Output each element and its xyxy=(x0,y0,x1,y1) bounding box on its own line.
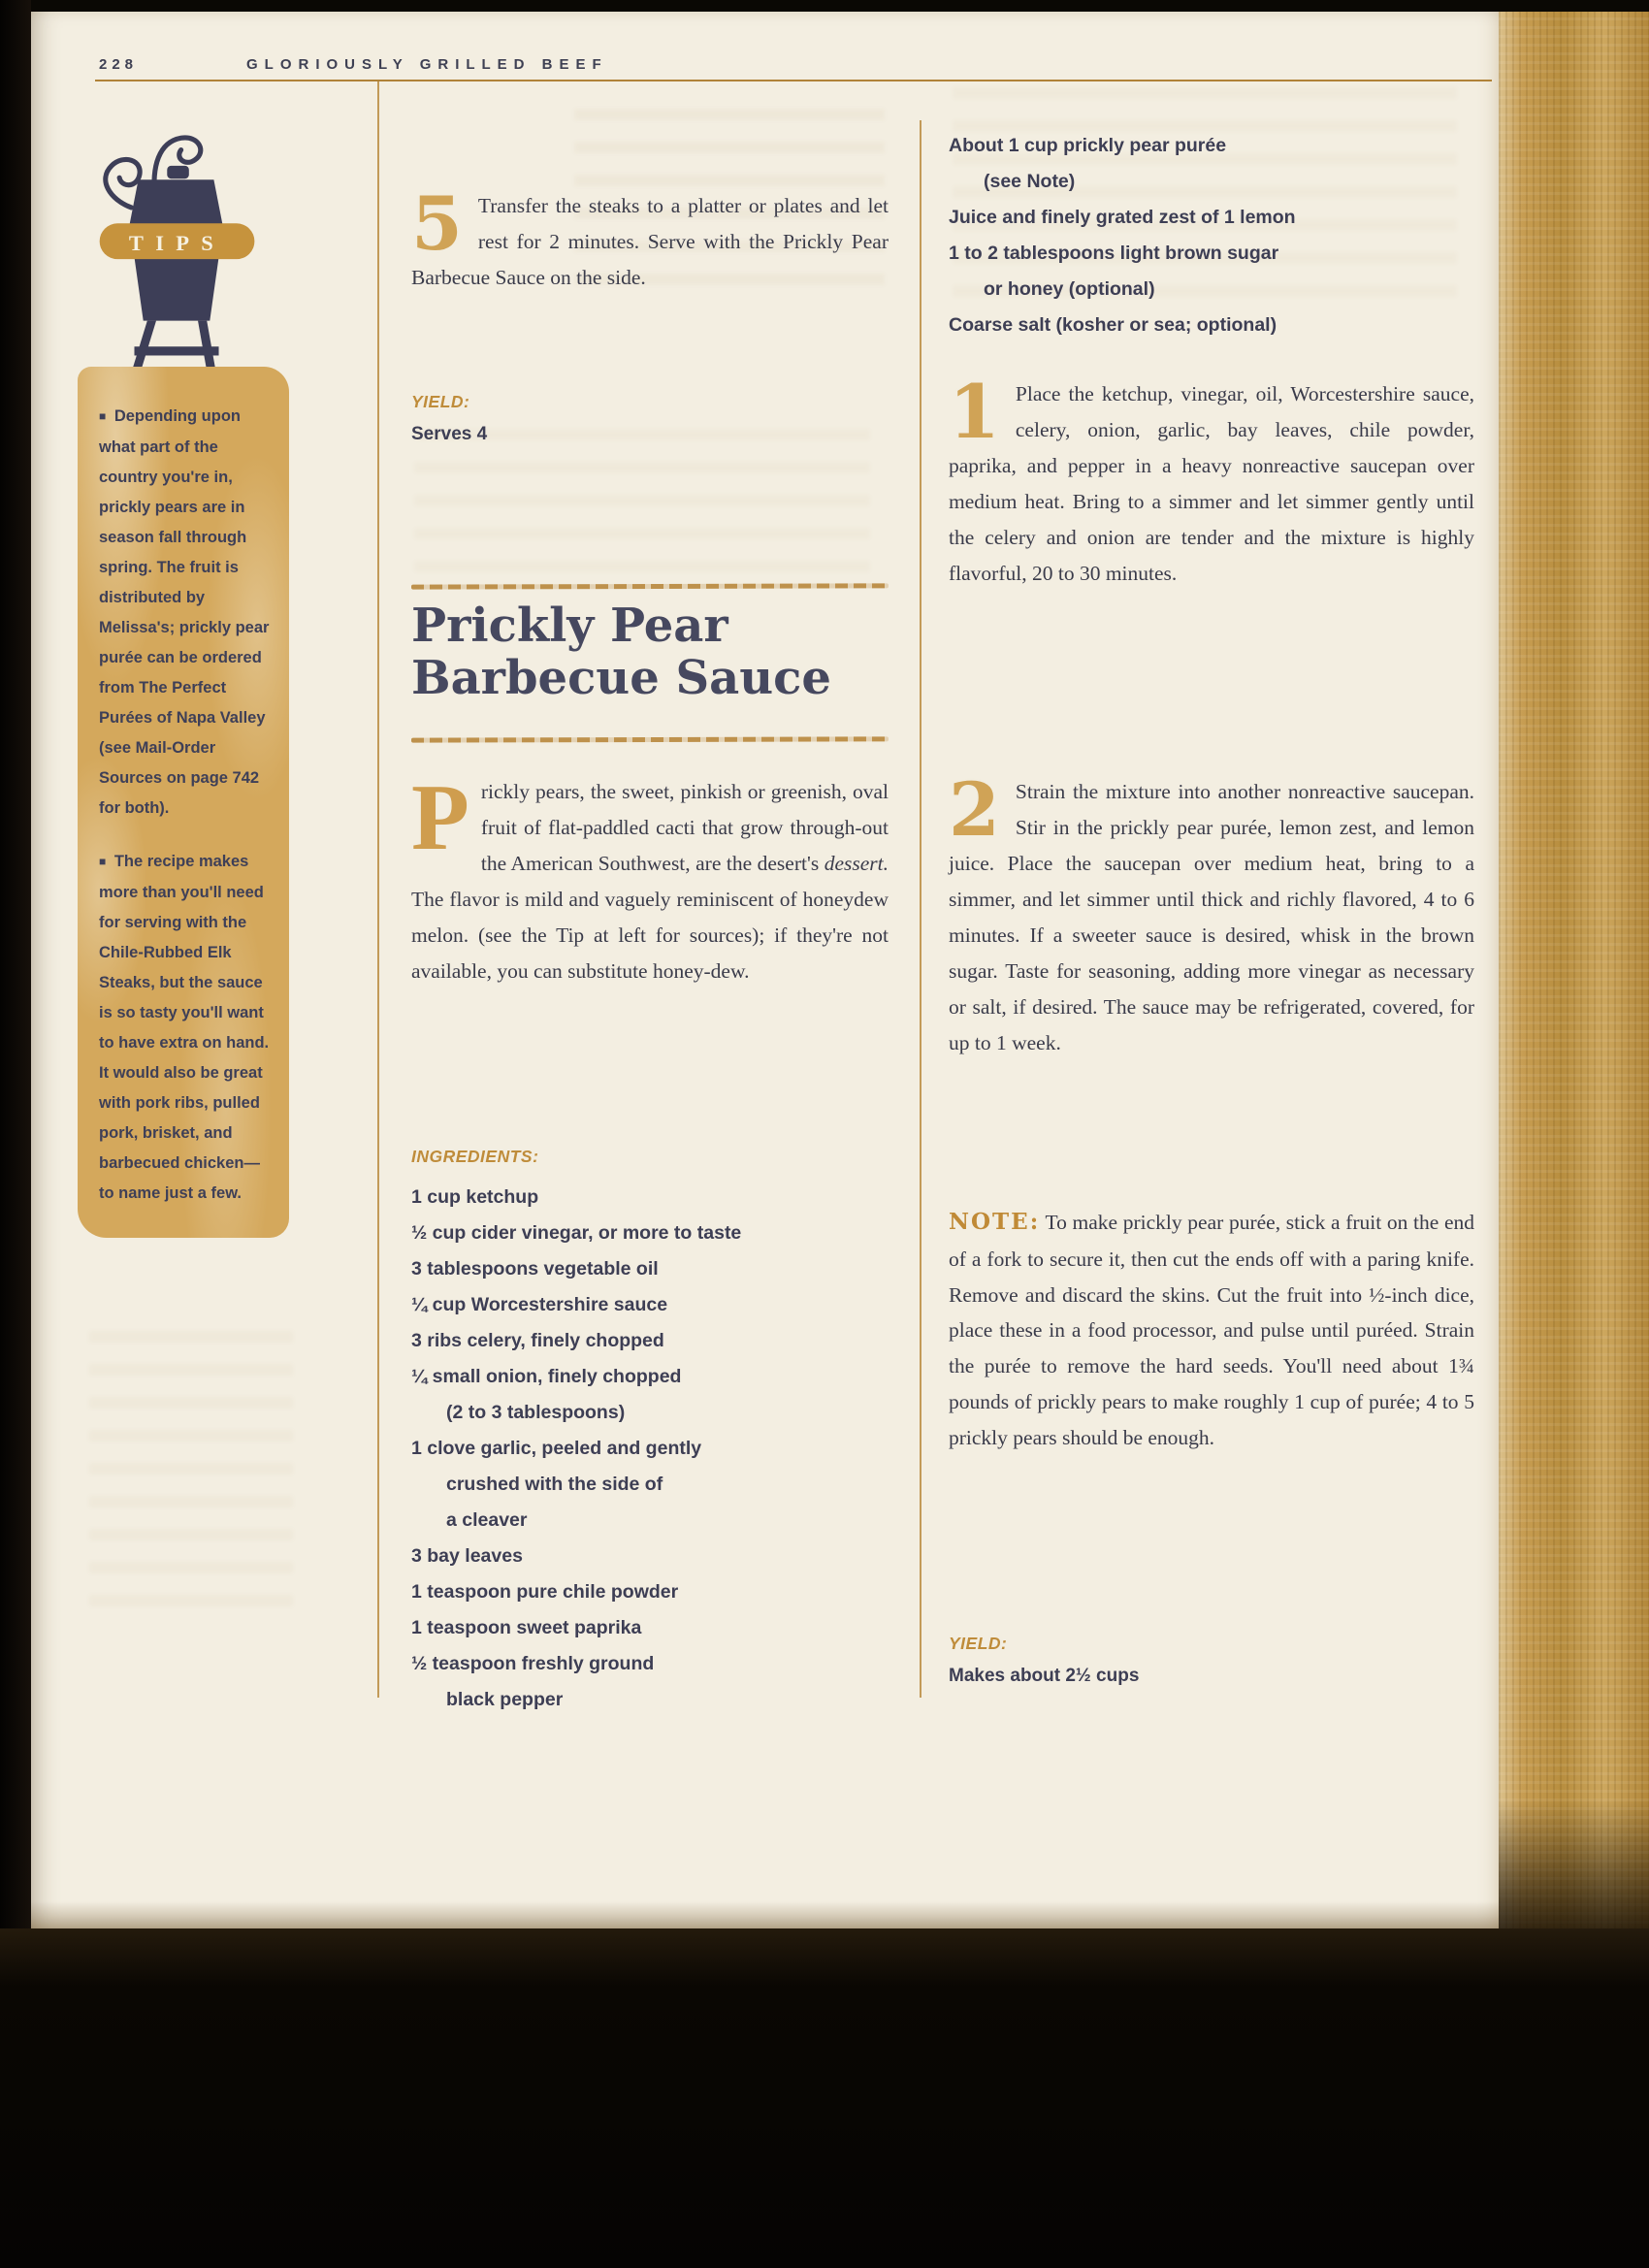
ingredient-line-cont: or honey (optional) xyxy=(984,278,1155,300)
yield-block-sauce xyxy=(949,1634,1474,1687)
note-text: To make prickly pear purée, stick a fruit on the end of a fork to secure it, then cut the ends off with a paring knife. Remove and discard the skins. Cut the fruit into ½-inch dice, place these in a food processor, and pulse until puréed. Strain the purée to remove the hard seeds. You'll need about 1¾ pounds of prickly pears to make roughly 1 cup of purée; 4 to 5 prickly pears should be enough. xyxy=(949,1211,1474,1450)
step-text: Place the ketchup, vinegar, oil, Worcestershire sauce, celery, onion, garlic, bay leaves, chile powder, paprika, and pepper in a heavy nonreactive saucepan over medium heat. Bring to a simmer and let simmer gently until the celery and onion are tender and the mixture is highly flavorful, 20 to 30 minutes. xyxy=(949,382,1474,585)
column-rule-left xyxy=(377,81,379,1698)
right-column xyxy=(949,12,1474,1855)
step-2-block xyxy=(949,766,1474,1061)
scan-border-bottom xyxy=(0,1928,1649,2268)
ingredient-line: ½ cup cider vinegar, or more to taste xyxy=(411,1222,742,1244)
intro-text: rickly pears, the sweet, pinkish or greenish, oval fruit of flat-paddled cacti that grow through-out the American Southwest, are the desert's xyxy=(480,780,889,875)
ingredient-line: 1 teaspoon sweet paprika xyxy=(411,1617,642,1638)
middle-column xyxy=(411,12,889,1855)
tip-text: The recipe makes more than you'll need for serving with the Chile-Rubbed Elk Steaks, but the sauce is so tasty you'll want to have extra on hand. It would also be great with pork ribs, pulled pork, brisket, and barbecued chicken—to name just a few. xyxy=(99,853,270,1202)
step-text: Transfer the steaks to a platter or plates and let rest for 2 minutes. Serve with the Prickly Pear Barbecue Sauce on the side. xyxy=(411,194,889,289)
ingredient-line-cont: a cleaver xyxy=(446,1509,528,1531)
yield-label: YIELD: xyxy=(411,392,470,411)
ingredient-line-cont: crushed with the side of xyxy=(446,1474,663,1495)
step-text: Strain the mixture into another nonreactive saucepan. Stir in the prickly pear purée, lemon zest, and lemon juice. Place the saucepan over medium heat, bring to a simmer, and let simmer until thick and richly flavored, 4 to 6 minutes. If a sweeter sauce is desired, whisk in the brown sugar. Taste for seasoning, adding more vinegar as necessary or salt, if desired. The sauce may be refrigerated, covered, for up to 1 week. xyxy=(949,780,1474,1054)
intro-italic-word: dessert. xyxy=(824,851,889,875)
ingredient-line: ½ teaspoon freshly ground xyxy=(411,1653,655,1674)
running-header: GLORIOUSLY GRILLED BEEF xyxy=(246,56,608,73)
yield-block-steaks xyxy=(411,392,889,445)
ingredient-line-cont: (2 to 3 tablespoons) xyxy=(446,1402,626,1423)
bleedthrough-smudge xyxy=(89,1331,293,1622)
ingredient-line: 3 ribs celery, finely chopped xyxy=(411,1330,664,1351)
ingredient-line: Juice and finely grated zest of 1 lemon xyxy=(949,207,1296,228)
grill-lid xyxy=(129,179,222,225)
tip-bullet-icon: ■ xyxy=(99,409,107,423)
recipe-title-line1: Prickly Pear xyxy=(411,599,728,653)
dropcap: P xyxy=(411,765,469,870)
step-5-block xyxy=(411,180,889,296)
ingredient-line: 1 to 2 tablespoons light brown sugar xyxy=(949,243,1279,264)
scan-border-top xyxy=(0,0,1649,12)
page-edge-band xyxy=(1499,0,1649,1945)
ingredient-line: ¼ small onion, finely chopped xyxy=(411,1366,682,1387)
ingredient-line: 1 teaspoon pure chile powder xyxy=(411,1581,679,1603)
ingredient-line: About 1 cup prickly pear purée xyxy=(949,135,1227,156)
grill-lid-handle xyxy=(167,166,189,178)
step-number: 2 xyxy=(949,766,1000,853)
note-block xyxy=(949,1203,1474,1456)
tip-text: Depending upon what part of the country you're in, prickly pears are in season fall through spring. The fruit is distributed by Melissa's; prickly pear purée can be ordered from The Perfect Purées of Napa Valley (see Mail-Order Sources on page 742 for both). xyxy=(99,407,270,817)
tips-banner-label: TIPS xyxy=(128,230,226,255)
tip-item-2 xyxy=(99,847,274,1209)
ingredient-line: 3 tablespoons vegetable oil xyxy=(411,1258,659,1280)
scribble-rule-top xyxy=(411,583,889,589)
ingredient-line: Coarse salt (kosher or sea; optional) xyxy=(949,314,1277,336)
column-rule-right xyxy=(920,120,922,1698)
step-1-block xyxy=(949,369,1474,592)
step-number: 1 xyxy=(949,369,1000,455)
recipe-intro xyxy=(411,765,889,989)
yield-value: Serves 4 xyxy=(411,424,488,444)
ingredient-line: 3 bay leaves xyxy=(411,1545,523,1567)
grill-shelf xyxy=(135,346,219,355)
tips-box xyxy=(78,367,289,1238)
recipe-title-line2: Barbecue Sauce xyxy=(411,651,831,706)
ingredient-line: ¼ cup Worcestershire sauce xyxy=(411,1294,668,1315)
tip-bullet-icon: ■ xyxy=(99,855,107,868)
ingredient-line: 1 cup ketchup xyxy=(411,1186,539,1208)
recipe-title xyxy=(411,599,889,704)
ingredients-label: INGREDIENTS: xyxy=(411,1147,539,1166)
page-number: 228 xyxy=(99,56,139,73)
tips-grill-icon xyxy=(72,107,280,398)
ingredient-line: 1 clove garlic, peeled and gently xyxy=(411,1438,702,1459)
ingredient-line-cont: black pepper xyxy=(446,1689,564,1710)
cookbook-page xyxy=(31,12,1499,1928)
intro-text-tail: The flavor is mild and vaguely reminiscent of honeydew melon. (see the Tip at left for sources); if they're not available, you can substitute honey-dew. xyxy=(411,887,889,983)
step-number: 5 xyxy=(411,180,463,267)
tip-item-1 xyxy=(99,402,274,824)
ingredients-list-left xyxy=(411,1180,889,1718)
grill-body xyxy=(135,257,219,321)
note-label: NOTE: xyxy=(949,1209,1041,1235)
ingredients-list-right xyxy=(949,128,1474,343)
yield-label: YIELD: xyxy=(949,1634,1008,1653)
ingredient-line-cont: (see Note) xyxy=(984,171,1076,192)
scribble-rule-bottom xyxy=(411,736,889,742)
yield-value: Makes about 2½ cups xyxy=(949,1666,1140,1686)
